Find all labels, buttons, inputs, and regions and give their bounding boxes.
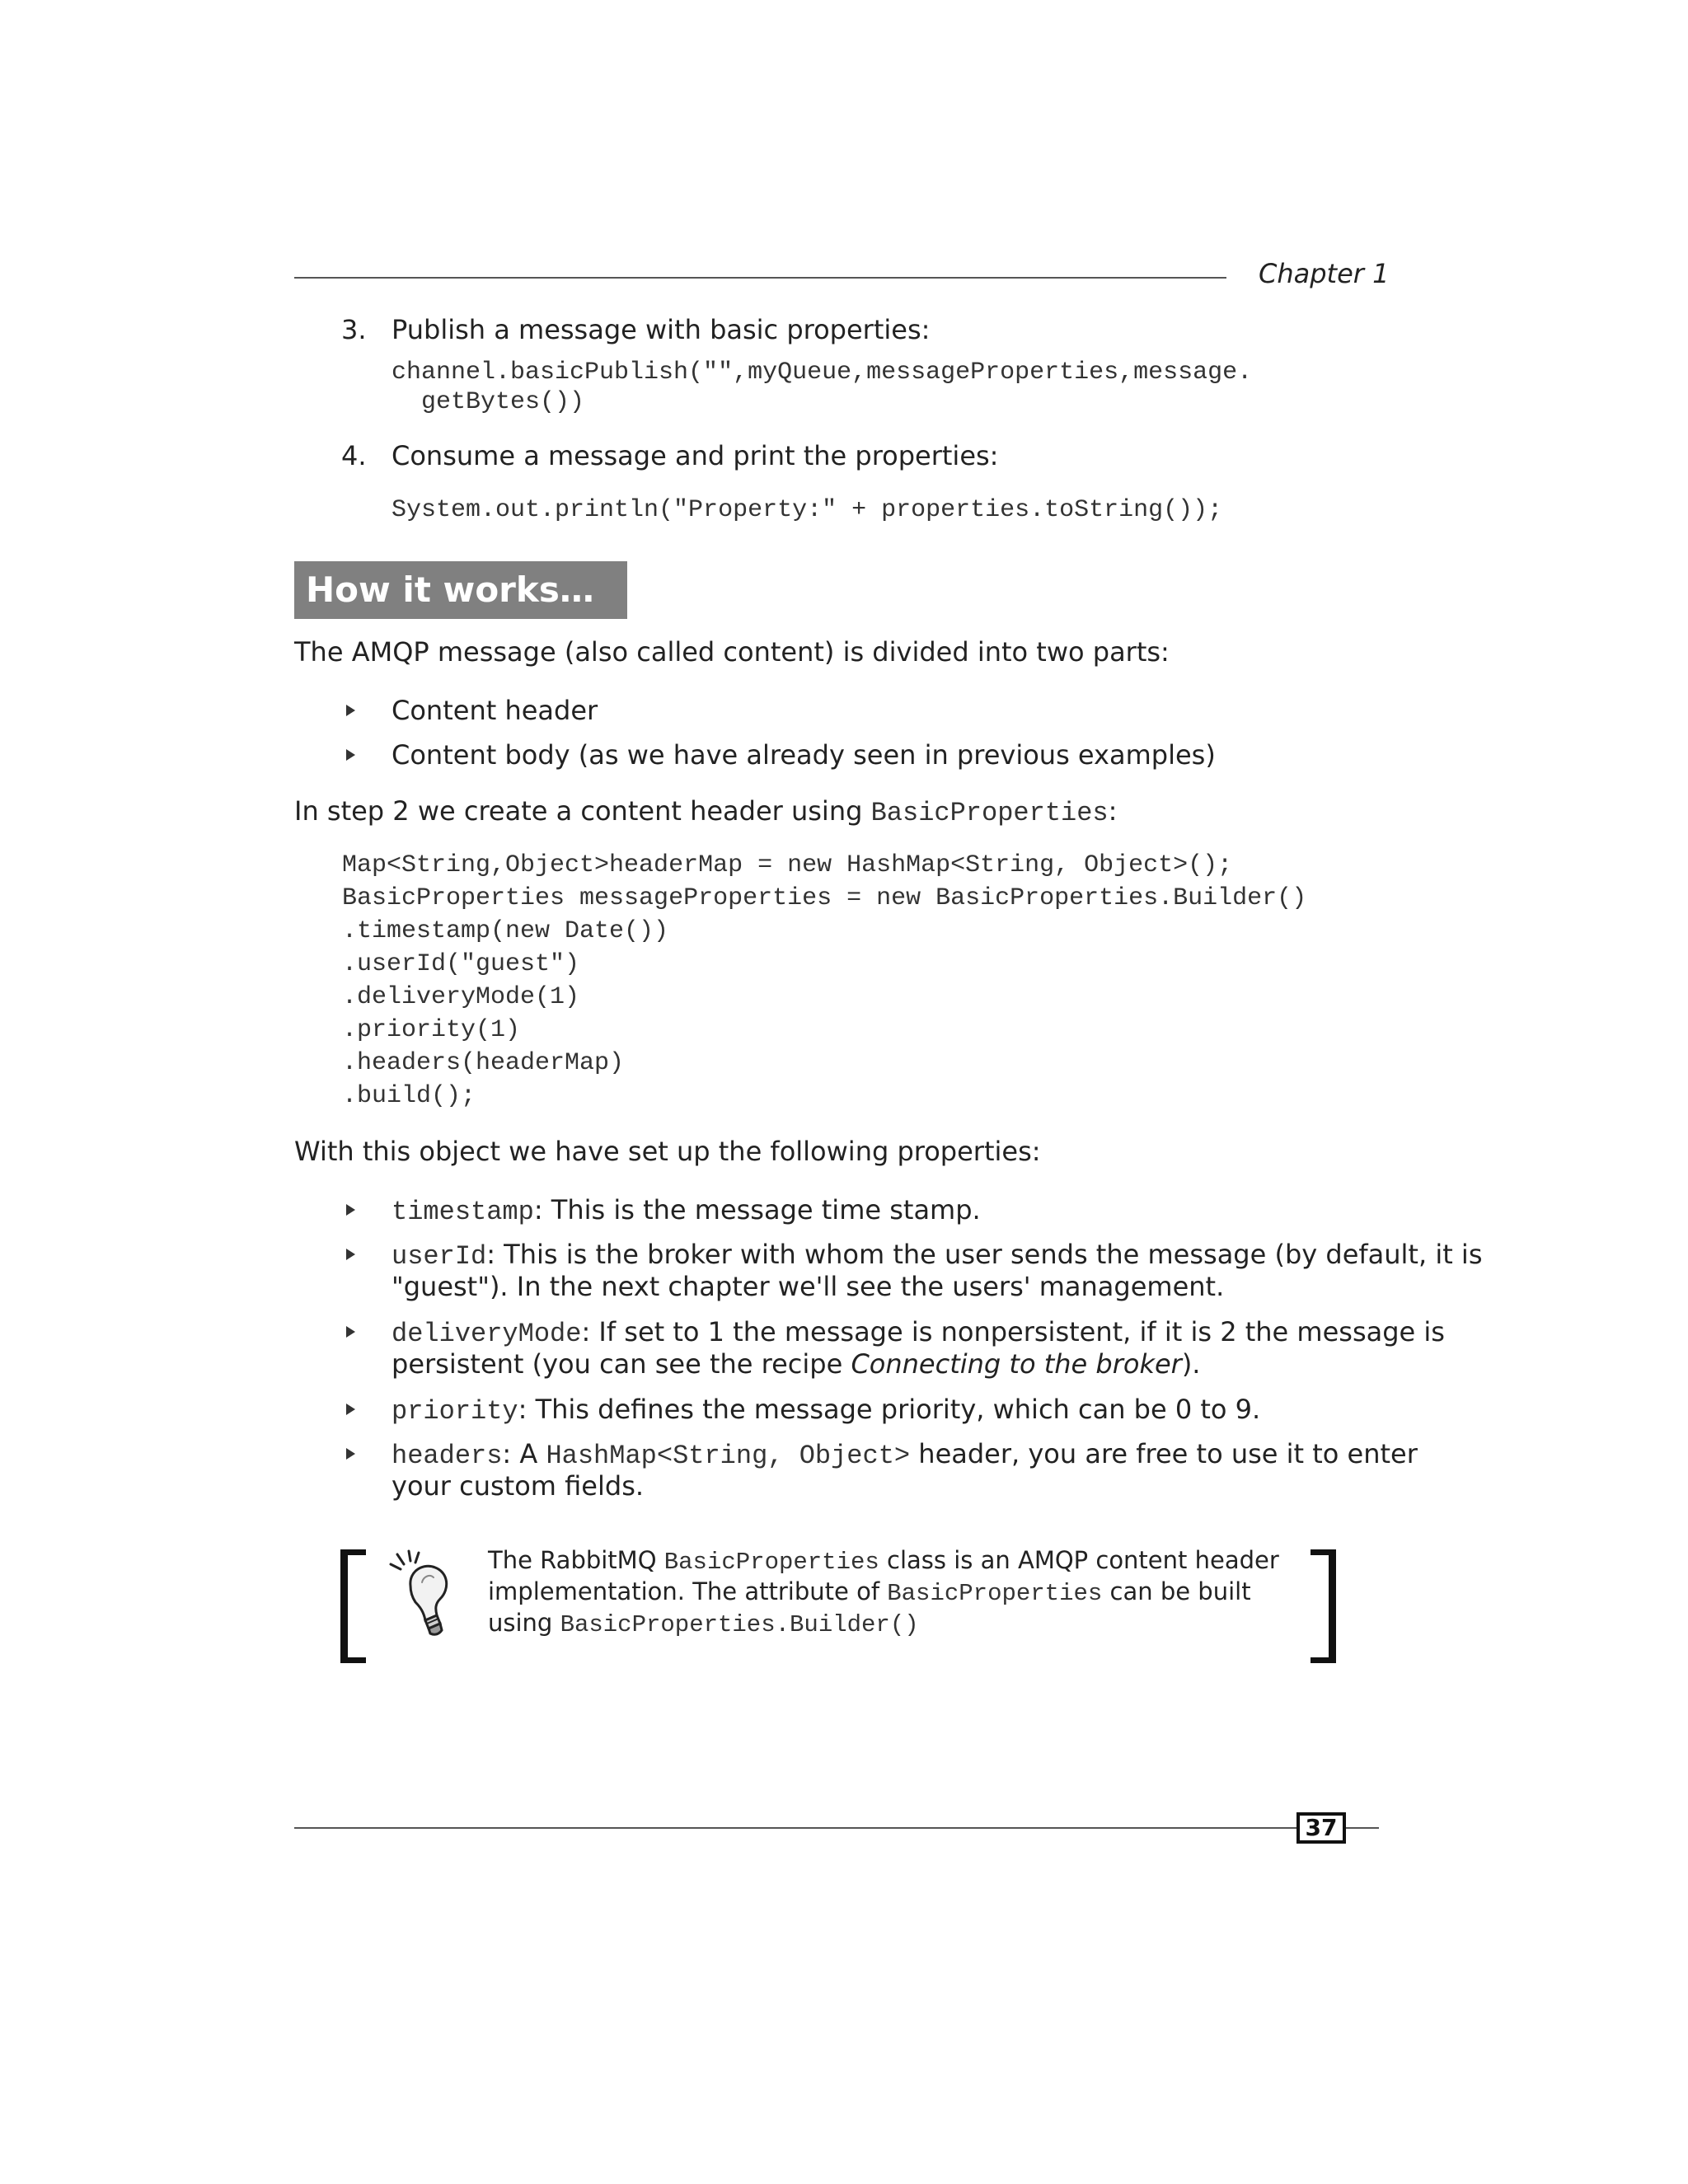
inline-code: BasicProperties [887, 1580, 1103, 1607]
property-desc-cont [392, 1347, 1200, 1380]
chapter-label: Chapter 1 [1259, 258, 1390, 289]
property-name: deliveryMode [392, 1319, 582, 1349]
list-item: Content header [392, 695, 598, 726]
property-item [392, 1193, 981, 1229]
properties-intro: With this object we have set up the following properties: [294, 1136, 1041, 1167]
property-desc-cont: "guest"). In the next chapter we'll see the users' management. [392, 1271, 1225, 1302]
footer-rule [294, 1827, 1379, 1829]
code-line: .priority(1) [342, 1016, 521, 1044]
step-number-4: 4. [341, 440, 367, 471]
header-rule [294, 277, 1226, 279]
step-text-4: Consume a message and print the properties: [392, 440, 999, 471]
tip-text: implementation. The attribute of [488, 1577, 888, 1605]
bullet-icon [346, 1404, 355, 1415]
inline-code: BasicProperties [870, 798, 1109, 828]
lightbulb-icon [386, 1549, 460, 1640]
property-desc: : This defines the message priority, which can be 0 to 9. [518, 1394, 1261, 1425]
property-desc-text: ). [1181, 1348, 1201, 1380]
code-line: BasicProperties messageProperties = new BasicProperties.Builder() [342, 884, 1307, 912]
property-desc: : If set to 1 the message is nonpersistent, if it is 2 the message is [581, 1316, 1445, 1347]
tip-line [488, 1607, 919, 1641]
property-item [392, 1437, 1418, 1473]
code-line: .deliveryMode(1) [342, 983, 580, 1011]
tip-bracket-left [340, 1549, 366, 1663]
code-line: .build(); [342, 1082, 476, 1110]
section-heading-box [294, 561, 627, 619]
bullet-icon [346, 1204, 355, 1216]
tip-line [488, 1576, 1251, 1610]
property-desc-cont: your custom fields. [392, 1470, 645, 1502]
page-number: 37 [1296, 1812, 1346, 1844]
bullet-icon [346, 749, 355, 761]
recipe-reference: Connecting to the broker [851, 1348, 1182, 1380]
property-item [392, 1393, 1260, 1428]
property-name: timestamp [392, 1197, 534, 1227]
step-number-3: 3. [341, 314, 367, 345]
inline-code: HashMap<String, Object> [546, 1441, 911, 1471]
property-item [392, 1315, 1445, 1351]
code-line: .userId("guest") [342, 950, 580, 978]
property-desc: : This is the broker with whom the user sends the message (by default, it is [486, 1239, 1483, 1270]
code-line: .headers(headerMap) [342, 1049, 625, 1077]
property-desc-text: persistent (you can see the recipe [392, 1348, 851, 1380]
tip-line [488, 1544, 1279, 1578]
step2-colon: : [1108, 795, 1118, 827]
inline-code: BasicProperties.Builder() [560, 1611, 919, 1638]
tip-text: using [488, 1609, 560, 1637]
code-line: System.out.println("Property:" + properties.toString()); [392, 496, 1223, 524]
inline-code: BasicProperties [663, 1549, 879, 1576]
property-name: userId [392, 1241, 487, 1272]
property-desc: header, you are free to use it to enter [910, 1438, 1418, 1469]
step2-sentence [294, 794, 1117, 830]
property-desc: : A [502, 1438, 546, 1469]
tip-text: class is an AMQP content header [879, 1546, 1279, 1574]
property-desc: : This is the message time stamp. [533, 1194, 981, 1226]
bullet-icon [346, 1326, 355, 1338]
code-line: getBytes()) [392, 388, 585, 416]
code-line: .timestamp(new Date()) [342, 917, 669, 945]
code-line: Map<String,Object>headerMap = new HashMap<String, Object>(); [342, 851, 1233, 879]
property-name: priority [392, 1396, 518, 1427]
bullet-icon [346, 705, 355, 716]
step2-text: In step 2 we create a content header using [294, 795, 871, 827]
tip-text: can be built [1102, 1577, 1251, 1605]
property-item [392, 1238, 1482, 1273]
list-item: Content body (as we have already seen in previous examples) [392, 739, 1216, 771]
step-text-3: Publish a message with basic properties: [392, 314, 931, 345]
code-line: channel.basicPublish("",myQueue,messageProperties,message. [392, 359, 1253, 387]
section-intro: The AMQP message (also called content) is divided into two parts: [294, 636, 1170, 668]
property-name: headers [392, 1441, 503, 1471]
bullet-icon [346, 1448, 355, 1460]
section-heading: How it works… [306, 569, 594, 610]
tip-text: The RabbitMQ [488, 1546, 664, 1574]
bullet-icon [346, 1249, 355, 1260]
tip-bracket-right [1311, 1549, 1336, 1663]
